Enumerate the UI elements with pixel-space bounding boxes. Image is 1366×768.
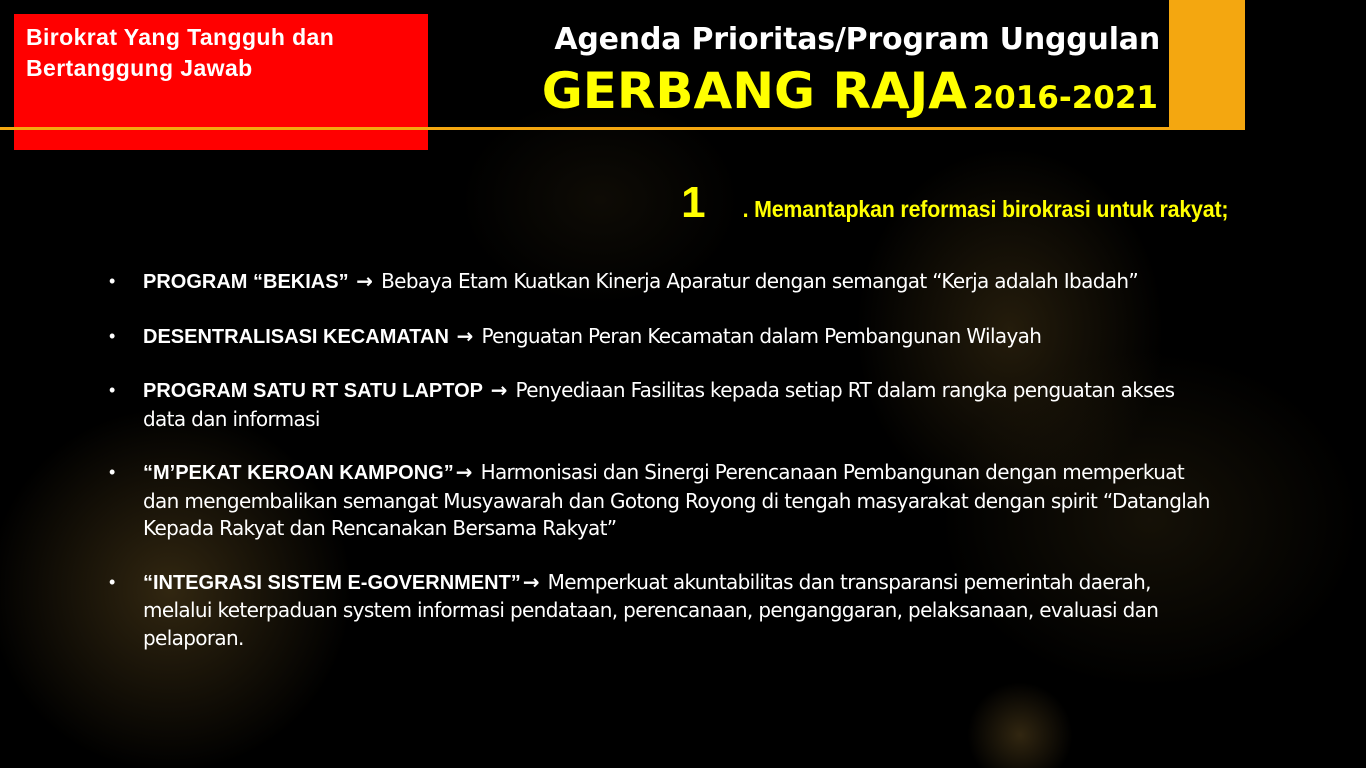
list-item — [108, 377, 1218, 433]
item-title: PROGRAM “BEKIAS” — [143, 271, 349, 293]
item-title: “M’PEKAT KEROAN KAMPONG” — [143, 462, 454, 484]
program-list — [108, 268, 1218, 678]
list-item — [108, 268, 1218, 297]
list-item — [108, 569, 1218, 653]
arrow-right-icon: → — [356, 269, 373, 293]
item-description: Penyediaan Fasilitas kepada setiap RT dalam rangka penguatan akses data dan informasi — [143, 378, 1175, 431]
agenda-number: 1 — [681, 178, 706, 227]
arrow-right-icon: → — [490, 378, 507, 402]
bullet-icon: • — [109, 380, 115, 400]
list-item — [108, 323, 1218, 352]
theme-badge-text: Birokrat Yang Tangguh dan Bertanggung Jawab — [26, 24, 335, 81]
header-title-block — [542, 62, 1158, 120]
arrow-right-icon: → — [456, 323, 473, 348]
item-description: Memperkuat akuntabilitas dan transparansi pemerintah daerah, melalui keterpaduan system informasi pendataan, perencanaan, penganggaran, pelaksanaan, evaluasi dan pelaporan. — [143, 569, 1159, 650]
bullet-icon: • — [109, 325, 115, 346]
header-years: 2016-2021 — [972, 80, 1158, 116]
item-title: PROGRAM SATU RT SATU LAPTOP — [143, 380, 483, 402]
header-subtitle: Agenda Prioritas/Program Unggulan — [554, 22, 1160, 57]
bullet-icon: • — [109, 462, 115, 482]
arrow-right-icon: → — [522, 569, 539, 594]
item-description: Bebaya Etam Kuatkan Kinerja Aparatur dengan semangat “Kerja adalah Ibadah” — [375, 269, 1139, 293]
list-item — [108, 459, 1218, 543]
arrow-right-icon: → — [455, 460, 472, 484]
item-description: Harmonisasi dan Sinergi Perencanaan Pembangunan dengan memperkuat dan mengembalikan semangat Musyawarah dan Gotong Royong di tengah masyarakat dengan spirit “Datanglah Kepada Rakyat dan Rencanakan Bersama Rakyat” — [143, 460, 1210, 540]
item-description: Penguatan Peran Kecamatan dalam Pembangunan Wilayah — [475, 323, 1042, 348]
agenda-heading — [681, 178, 1228, 228]
item-title: DESENTRALISASI KECAMATAN — [143, 325, 449, 348]
accent-bar — [1169, 0, 1245, 127]
bullet-icon: • — [109, 271, 115, 291]
bullet-icon: • — [109, 571, 115, 592]
header-divider — [0, 127, 1245, 130]
item-title: “INTEGRASI SISTEM E-GOVERNMENT” — [143, 571, 521, 594]
agenda-text: . Memantapkan reformasi birokrasi untuk rakyat; — [742, 196, 1228, 222]
header-title: GERBANG RAJA — [541, 62, 967, 120]
